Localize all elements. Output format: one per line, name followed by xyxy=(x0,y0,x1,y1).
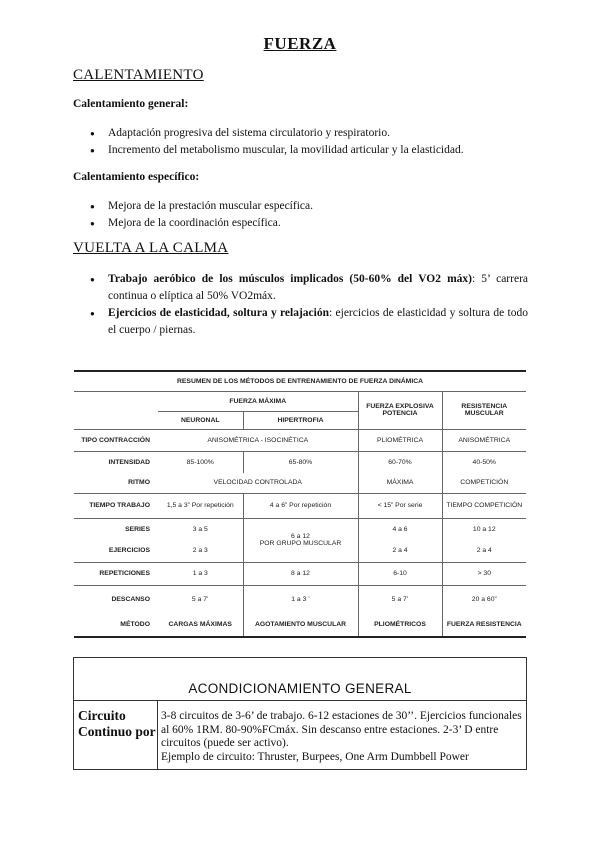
vuelta-item1-text: : 5’ carrera continua o elíptica al 50% VO2máx. xyxy=(108,273,529,302)
cell-series-neu: 3 a 5 xyxy=(192,525,208,533)
page-title: FUERZA xyxy=(263,34,337,53)
cell-repeticiones-res: > 30 xyxy=(442,562,526,585)
cell-repeticiones-hip: 8 a 12 xyxy=(243,562,358,585)
cell-descanso-neu: 5 a 7’ xyxy=(191,595,209,603)
cell-hip-series-note: POR GRUPO MUSCULAR xyxy=(259,540,342,547)
acondicionamiento-label: Circuito Continuo por xyxy=(74,700,158,769)
calentamiento-especifico-title: Calentamiento específico: xyxy=(73,171,200,183)
cell-ritmo-exp: MÁXIMA xyxy=(358,473,442,493)
cell-tipo-res: ANISOMÉTRICA xyxy=(442,429,526,451)
row-label-repeticiones: REPETICIONES xyxy=(74,562,158,585)
cell-repeticiones-neu: 1 a 3 xyxy=(158,562,243,585)
cell-intensidad-neu: 85-100% xyxy=(186,458,214,466)
cell-tipo-exp: PLIOMÉTRICA xyxy=(358,429,442,451)
vuelta-item1-bold: Trabajo aeróbico de los músculos implicados (50-60% del VO2 máx) xyxy=(108,273,472,285)
cell-metodo-res: FUERZA RESISTENCIA xyxy=(442,613,526,637)
header-fuerza-maxima: FUERZA MÁXIMA xyxy=(158,391,358,411)
vuelta-list xyxy=(73,271,528,339)
row-label-metodo: MÉTODO xyxy=(74,613,158,637)
acondicionamiento-line2: Ejemplo de circuito: Thruster, Burpees, One Arm Dumbbell Power xyxy=(161,750,469,763)
calentamiento-heading: CALENTAMIENTO xyxy=(73,67,204,83)
cell-metodo-hip: AGOTAMIENTO MUSCULAR xyxy=(243,613,358,637)
cell-ejercicios-exp: 2 a 4 xyxy=(358,540,442,562)
row-label-intensidad: INTENSIDAD xyxy=(108,458,150,466)
row-label-descanso: DESCANSO xyxy=(111,595,150,603)
calentamiento-especifico-list xyxy=(73,198,528,232)
acondicionamiento-text xyxy=(161,710,523,764)
cell-descanso-hip: 1 a 3 ’ xyxy=(243,585,358,613)
cell-intensidad-exp: 60-70% xyxy=(358,451,442,473)
acondicionamiento-heading: ACONDICIONAMIENTO GENERAL xyxy=(74,658,526,701)
list-item xyxy=(73,271,528,305)
cell-descanso-exp: 5 a 7’ xyxy=(358,585,442,613)
cell-intensidad-hip: 65-80% xyxy=(243,451,358,473)
acondicionamiento-table xyxy=(73,657,527,770)
list-item: ● Mejora de la coordinación específica. xyxy=(73,215,528,232)
acondicionamiento-line1: 3-8 circuitos de 3-6’ de trabajo. 6-12 estaciones de 30’’. Ejercicios funcionales al 60% 1RM. 80-90%FCmáx. Sin descanso entre estaciones. 2-3’ D entre circuitos (puede ser activo). xyxy=(161,710,522,749)
cell-hip-series xyxy=(243,518,358,562)
cell-tipo-max: ANISOMÉTRICA - ISOCINÉTICA xyxy=(158,429,358,451)
row-label-ejercicios: EJERCICIOS xyxy=(74,540,158,562)
header-explosiva: FUERZA EXPLOSIVA POTENCIA xyxy=(358,391,442,429)
cell-ritmo-res: COMPETICIÓN xyxy=(442,473,526,493)
cell-tiempo-neu: 1,5 a 3” Por repetición xyxy=(158,493,243,518)
cell-intensidad-res: 40-50% xyxy=(442,451,526,473)
row-label-tiempo: TIEMPO TRABAJO xyxy=(74,493,158,518)
row-label-ritmo: RITMO xyxy=(74,473,158,493)
header-hipertrofia: HIPERTROFIA xyxy=(243,411,358,429)
summary-table xyxy=(74,370,526,637)
list-item: ● Incremento del metabolismo muscular, la movilidad articular y la elasticidad. xyxy=(73,142,528,159)
row-label-series: SERIES xyxy=(125,525,150,533)
vuelta-item2-text: : ejercicios de elasticidad y soltura de todo el cuerpo / piernas. xyxy=(108,307,528,336)
header-resistencia: RESISTENCIA MUSCULAR xyxy=(442,391,526,429)
cell-ritmo-max: VELOCIDAD CONTROLADA xyxy=(158,473,358,493)
cell-hip-series-value: 6 a 12 xyxy=(291,533,310,540)
list-item: ● Mejora de la prestación muscular específica. xyxy=(73,198,528,215)
list-item: ● Adaptación progresiva del sistema circulatorio y respiratorio. xyxy=(73,125,528,142)
calentamiento-general-title: Calentamiento general: xyxy=(73,98,189,110)
cell-series-res: 10 a 12 xyxy=(442,518,526,540)
list-item xyxy=(73,305,528,339)
cell-ejercicios-res: 2 a 4 xyxy=(442,540,526,562)
summary-table-title: RESUMEN DE LOS MÉTODOS DE ENTRENAMIENTO DE FUERZA DINÁMICA xyxy=(74,371,526,391)
cell-repeticiones-exp: 6-10 xyxy=(358,562,442,585)
calentamiento-general-list xyxy=(73,125,528,159)
cell-ejercicios-neu: 2 a 3 xyxy=(158,540,243,562)
header-neuronal: NEURONAL xyxy=(180,416,220,424)
cell-series-exp: 4 a 6 xyxy=(358,518,442,540)
cell-descanso-res: 20 a 60” xyxy=(442,585,526,613)
vuelta-heading: VUELTA A LA CALMA xyxy=(73,240,229,256)
cell-tiempo-hip: 4 a 6” Por repetición xyxy=(243,493,358,518)
row-label-tipo: TIPO CONTRACCIÓN xyxy=(74,429,158,451)
cell-tiempo-exp: < 15” Por serie xyxy=(358,493,442,518)
vuelta-item2-bold: Ejercicios de elasticidad, soltura y relajación xyxy=(108,307,329,319)
cell-metodo-exp: PLIOMÉTRICOS xyxy=(358,613,442,637)
cell-metodo-neu: CARGAS MÁXIMAS xyxy=(158,613,243,637)
cell-tiempo-res: TIEMPO COMPETICIÓN xyxy=(442,493,526,518)
